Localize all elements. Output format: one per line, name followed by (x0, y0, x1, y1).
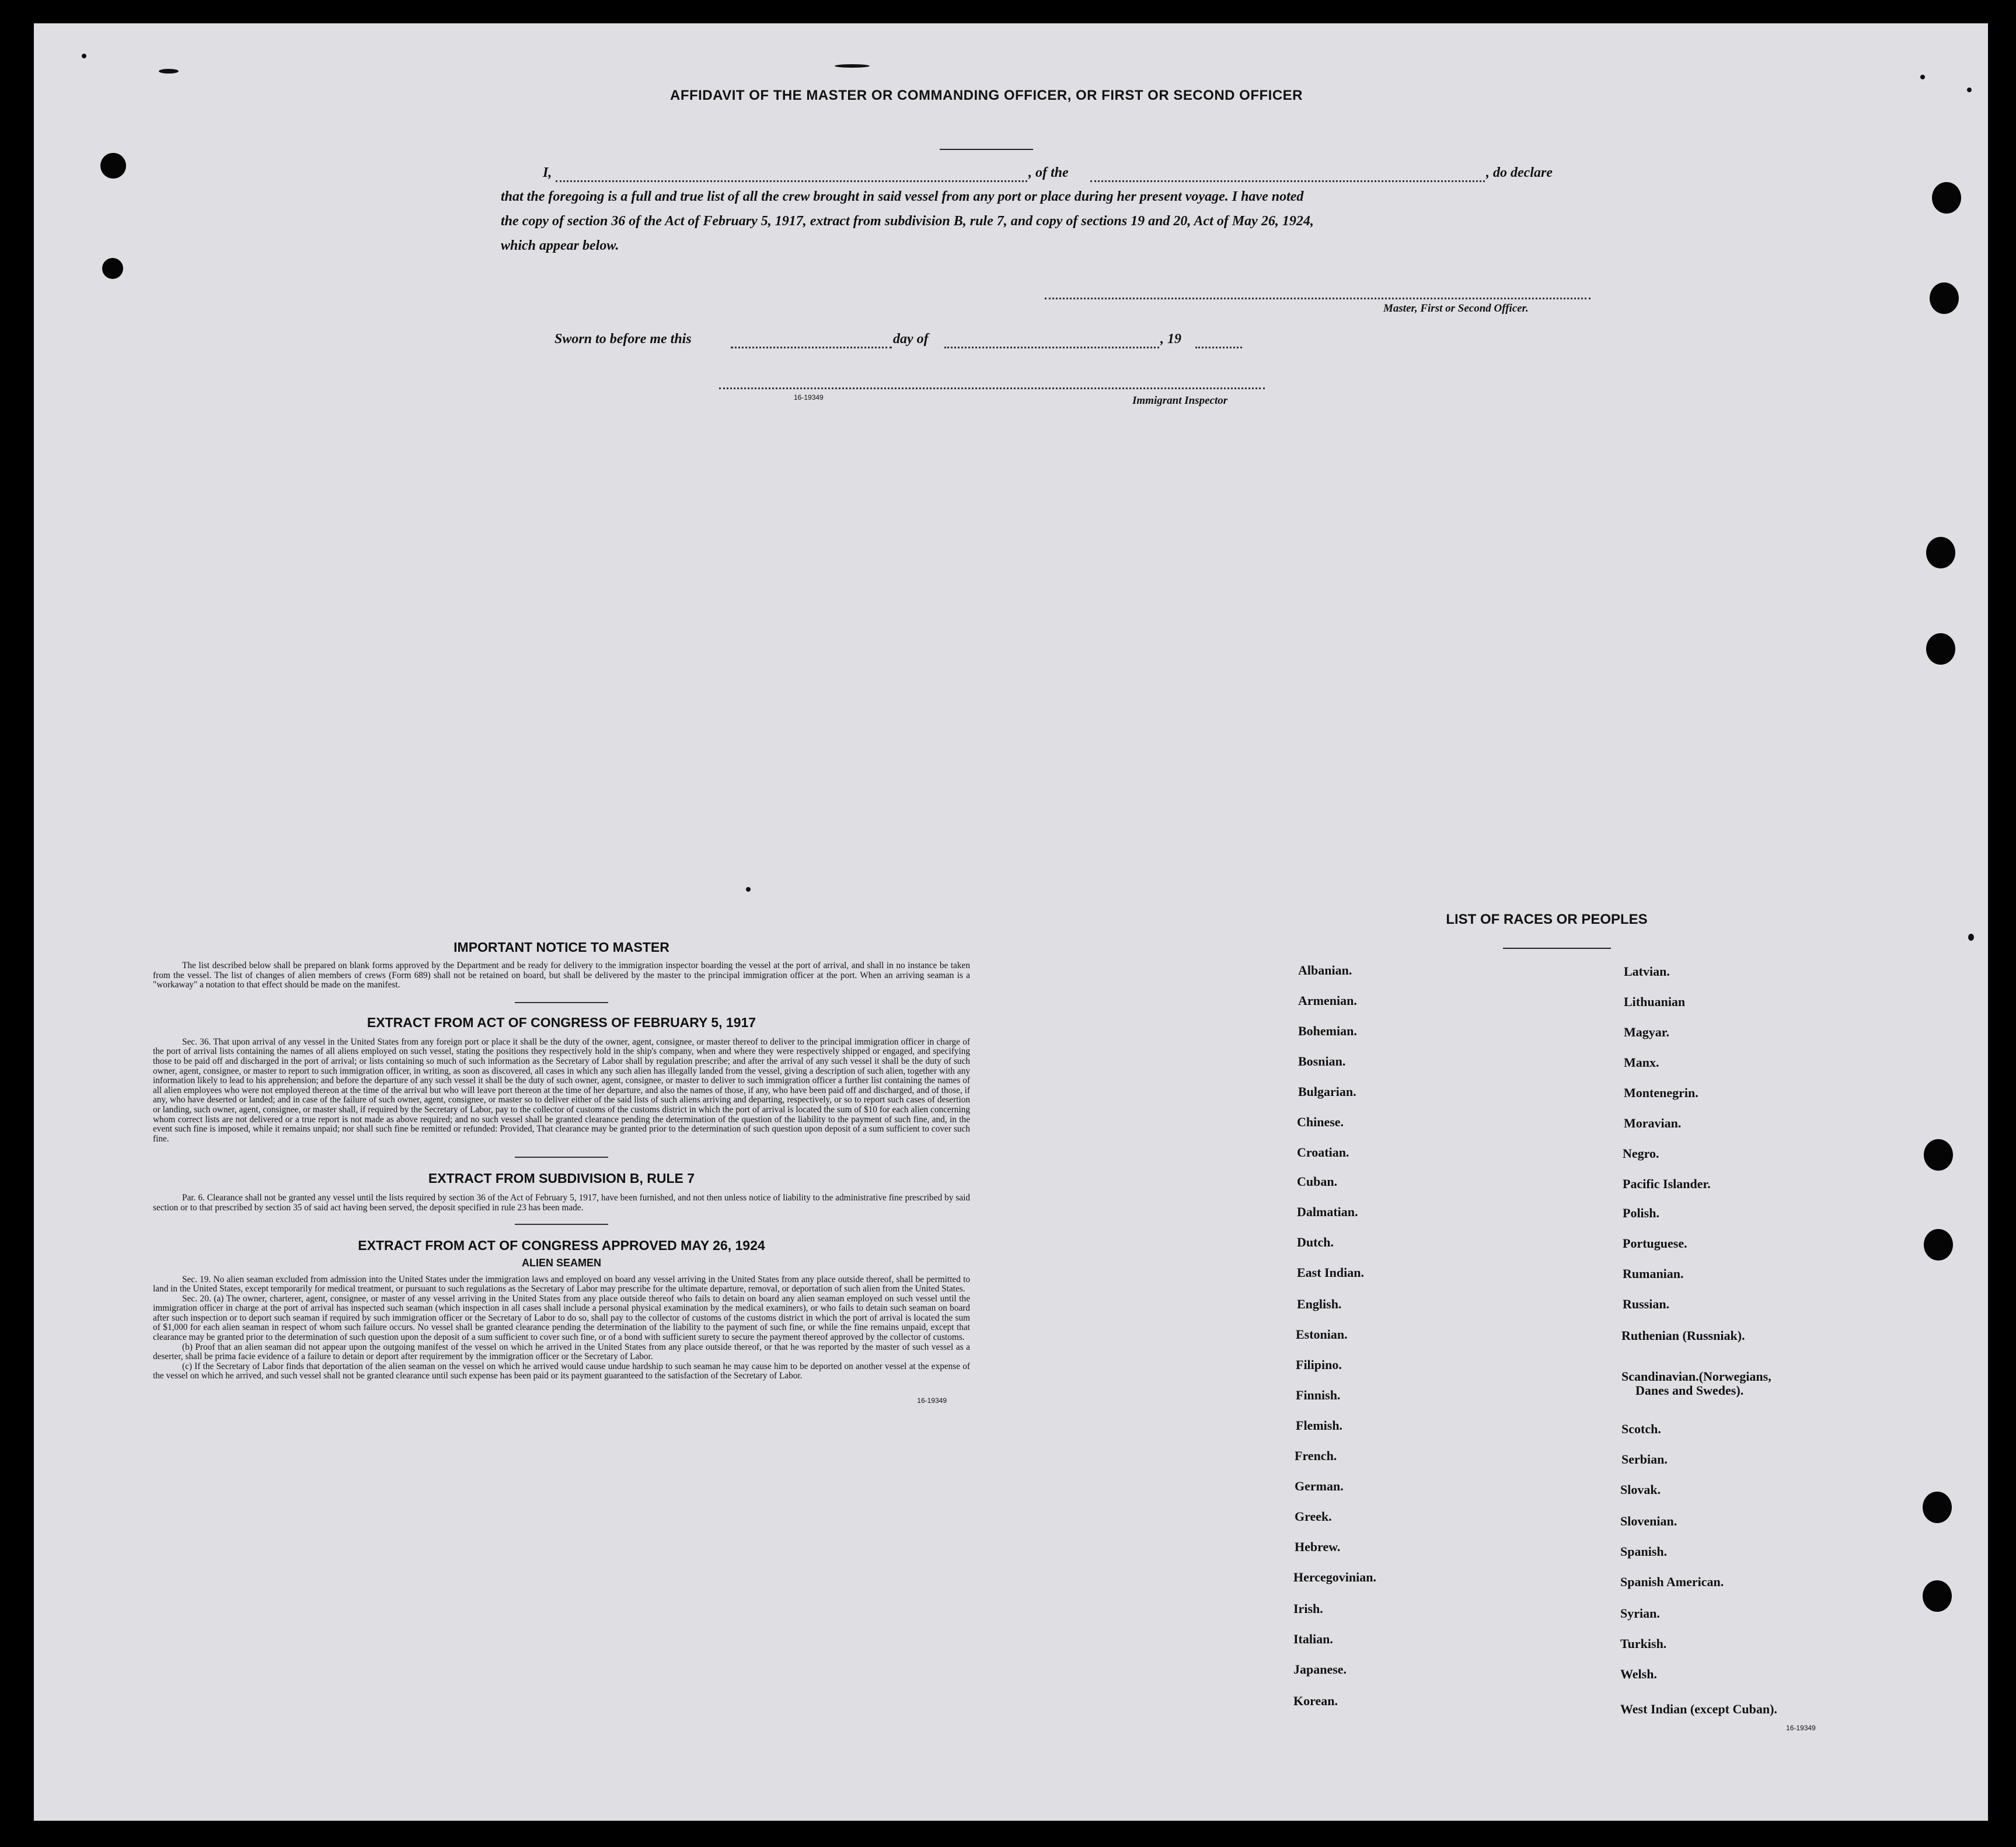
race-item: Bulgarian. (1298, 1084, 1356, 1099)
race-item: Welsh. (1620, 1667, 1657, 1681)
race-item: Moravian. (1624, 1116, 1682, 1130)
race-item: Lithuanian (1624, 994, 1686, 1009)
races-title-underline (1503, 948, 1611, 949)
extract-1917-title: EXTRACT FROM ACT OF CONGRESS OF FEBRUARY 5, 1917 (367, 1014, 756, 1030)
declarant-name-field[interactable] (556, 165, 1027, 182)
ink-speck (1920, 75, 1925, 79)
race-item: Cuban. (1297, 1174, 1338, 1189)
affidavit-form-number: 16-19349 (794, 393, 824, 401)
punch-hole (1930, 282, 1959, 314)
section-20a-text: Sec. 20. (a) The owner, charterer, agent, consignee, or master of any vessel arriving in the United States from any place outside thereof who fails to detain on board any alien seaman employed on such vessel until the immigration officer in charge at the port of arrival has inspected such seaman (which inspection in all cases shall include a personal physical examination by the medical examiners), or who fails to detain such seaman on board after such inspection or to deport such seaman if required by such immigration officer or the Secretary of Labor to do so, shall pay to the collector of customs of the customs district in which the port of arrival is located the sum of $1,000 for each alien seaman in respect of whom such failure occurs. No vessel shall be granted clearance pending the determination of the liability to the payment of such fine, or while the fine remains unpaid, except that clearance may be granted prior to the determination of such question upon the deposit of a sum sufficient to cover such fine, or of a bond with sufficient surety to secure the payment thereof approved by the collector of customs. (153, 1293, 970, 1343)
race-item: Hercegovinian. (1293, 1570, 1376, 1584)
race-item: Magyar. (1624, 1025, 1670, 1039)
race-item: Dutch. (1297, 1235, 1334, 1249)
declaration-line-1 (543, 160, 1608, 185)
alien-seamen-subtitle: ALIEN SEAMEN (521, 1256, 601, 1269)
race-item: Bohemian. (1298, 1024, 1357, 1038)
races-title: LIST OF RACES OR PEOPLES (1446, 912, 1648, 927)
punch-hole (102, 258, 123, 279)
race-item: Chinese. (1297, 1115, 1344, 1129)
ink-speck (746, 887, 751, 892)
race-item: Ruthenian (Russniak). (1621, 1328, 1745, 1343)
punch-hole (1923, 1492, 1952, 1523)
ink-speck (1967, 88, 1972, 92)
notices-column (153, 940, 970, 1405)
sworn-label: Sworn to before me this (554, 331, 692, 347)
race-item: French. (1295, 1448, 1337, 1463)
sworn-line (554, 327, 1272, 351)
race-item: Irish. (1293, 1601, 1323, 1616)
race-item: Hebrew. (1295, 1539, 1341, 1554)
section-divider (515, 1157, 608, 1158)
ink-speck (159, 69, 179, 74)
race-item: Spanish. (1620, 1544, 1668, 1559)
race-item: Russian. (1623, 1297, 1670, 1311)
race-item: Serbian. (1621, 1452, 1668, 1467)
race-item: Bosnian. (1298, 1054, 1346, 1069)
race-item: Montenegrin. (1624, 1085, 1698, 1100)
race-item: Filipino. (1296, 1357, 1342, 1372)
punch-hole (1923, 1580, 1952, 1612)
section-divider (515, 1224, 608, 1225)
race-item: Scotch. (1621, 1422, 1661, 1436)
section-divider (515, 1002, 608, 1003)
race-item: Dalmatian. (1297, 1204, 1358, 1219)
notice-text: The list described below shall be prepared on blank forms approved by the Department and be ready for delivery to the immigration inspector boarding the vessel at the port of arrival, and shall in no instance be taken from the vessel. The list of changes of alien members of crews (Form 689) shall not be retained on board, but shall be delivered by the master to the principal immigration officer at the port. When an arriving seaman is a "workaway" a notation to that effect should be made on the manifest. (153, 961, 970, 990)
race-item: Greek. (1295, 1509, 1332, 1524)
race-item: Negro. (1623, 1146, 1659, 1161)
race-item: East Indian. (1297, 1265, 1364, 1280)
ink-speck (1968, 934, 1974, 941)
race-item: Japanese. (1293, 1662, 1347, 1677)
section-20b-text: (b) Proof that an alien seaman did not appear upon the outgoing manifest of the vessel on which he arrived in the United States from any place outside thereof, or that he was reported by the master of such vessel as a deserter, shall be prima facie evidence of a failure to detain or deport after requirement by the immigration officer or the Secretary of Labor. (153, 1342, 970, 1362)
race-item: Flemish. (1296, 1418, 1343, 1433)
title-underline (940, 149, 1033, 150)
section-19-text: Sec. 19. No alien seaman excluded from admission into the United States under the immigration laws and employed on board any vessel arriving in the United States from any place outside thereof, shall be permitted to land in the United States, except temporarily for medical treatment, or pursuant to such regulations as the Secretary of Labor may prescribe for the ultimate departure, removal, or deportation of such alien from the United States. (153, 1274, 970, 1294)
race-item: Pacific Islander. (1623, 1176, 1711, 1191)
rule-7-title: EXTRACT FROM SUBDIVISION B, RULE 7 (428, 1171, 695, 1186)
race-item: Syrian. (1620, 1606, 1660, 1621)
declaration-do-declare-label: , do declare (1486, 165, 1553, 180)
extract-1917-text: Sec. 36. That upon arrival of any vessel in the United States from any foreign port or place it shall be the duty of the owner, agent, consignee, or master thereof to deliver to the principal immigration officer in charge of the port of arrival lists containing the names of all aliens employed on such vessel, stating the positions they respectively hold in the ship's company, when and where they were respectively shipped or engaged, and specifying those to be paid off and discharged in the port of arrival; or lists containing so much of such information as the Secretary of Labor shall by regulation prescribe; and after the arrival of any such vessel it shall be the duty of such owner, agent, consignee, or master to report to such immigration officer, in writing, as soon as discovered, all cases in which any such alien has illegally landed from the vessel, giving a description of such alien, together with any information likely to lead to his apprehension; and before the departure of any such vessel it shall be the duty of such owner, agent, consignee, or master to deliver to such immigration officer a further list containing the names of all alien employees who were not employed thereon at the time of the arrival but who will leave port thereon at the time of her departure, and also the names of those, if any, who have been paid off and discharged, and of those, if any, who have deserted or landed; and in case of the failure of such owner, agent, consignee, or master so to deliver either of the said lists of such aliens arriving and departing, respectively, or so to report such cases of desertion or landing, such owner, agent, consignee, or master shall, if required by the Secretary of Labor, pay to the collector of customs of the customs district in which the port of arrival is located the sum of $10 for each alien concerning whom correct lists are not delivered or a true report is not made as above required; and no such vessel shall be granted clearance pending the determination of the question of the liability to the payment of such fine, and, in the event such fine is imposed, while it remains unpaid; nor shall such fine be remitted or refunded: Provided, That clearance may be granted prior to the determination of such question upon deposit of a sum sufficient to cover such fine. (153, 1036, 970, 1144)
ink-speck (82, 54, 86, 58)
race-item: Portuguese. (1623, 1236, 1687, 1251)
punch-hole (1926, 537, 1955, 568)
race-item-continuation: Danes and Swedes). (1635, 1383, 1744, 1398)
race-item: Turkish. (1620, 1636, 1667, 1651)
inspector-signature-field[interactable] (719, 372, 1265, 389)
vessel-name-field[interactable] (1090, 165, 1485, 182)
punch-hole (1924, 1139, 1953, 1171)
race-item: Armenian. (1298, 993, 1357, 1008)
race-item: Manx. (1624, 1055, 1659, 1070)
race-item: Spanish American. (1620, 1574, 1724, 1589)
race-item: Slovak. (1620, 1482, 1661, 1497)
declaration-i-label: I, (543, 165, 552, 180)
notice-title: IMPORTANT NOTICE TO MASTER (454, 940, 669, 955)
inspector-label: Immigrant Inspector (1132, 394, 1228, 407)
race-item: Estonian. (1296, 1327, 1348, 1342)
races-form-number: 16-19349 (1786, 1724, 1816, 1732)
sworn-year-field[interactable] (1195, 331, 1242, 348)
sworn-day-of-label: day of (893, 331, 929, 347)
race-item: Latvian. (1624, 964, 1670, 979)
sworn-day-field[interactable] (731, 331, 892, 348)
extract-1924-title: EXTRACT FROM ACT OF CONGRESS APPROVED MAY 26, 1924 (358, 1237, 765, 1253)
race-item: Finnish. (1296, 1388, 1341, 1402)
declaration-of-the-label: , of the (1028, 165, 1069, 180)
affidavit-title: AFFIDAVIT OF THE MASTER OR COMMANDING OFFICER, OR FIRST OR SECOND OFFICER (669, 88, 1303, 103)
punch-hole (100, 153, 126, 179)
race-item: Slovenian. (1620, 1514, 1677, 1528)
sworn-month-field[interactable] (944, 331, 1159, 348)
race-item: Croatian. (1297, 1145, 1349, 1160)
race-item: Polish. (1623, 1206, 1659, 1220)
punch-hole (1932, 182, 1961, 214)
race-item: English. (1297, 1297, 1342, 1311)
punch-hole (1926, 633, 1955, 665)
race-item: Rumanian. (1623, 1266, 1684, 1281)
race-item: Korean. (1293, 1694, 1338, 1708)
notices-form-number: 16-19349 (917, 1396, 947, 1405)
rule-7-text: Par. 6. Clearance shall not be granted any vessel until the lists required by section 36 of the Act of February 5, 1917, have been furnished, and not then unless notice of liability to the administrative fine prescribed by said section or to that prescribed by section 35 of said act having been served, the deposit specified in rule 23 has been made. (153, 1193, 970, 1213)
declaration-line-2: that the foregoing is a full and true list of all the crew brought in said vessel from any port or place during her present voyage. I have noted (501, 189, 1304, 204)
master-signature-label: Master, First or Second Officer. (1383, 302, 1529, 315)
race-item: Albanian. (1298, 963, 1352, 977)
ink-speck (835, 64, 870, 68)
sworn-year-label: , 19 (1160, 331, 1181, 347)
master-signature-field[interactable] (1045, 282, 1591, 299)
declaration-line-4: which appear below. (501, 238, 619, 253)
declaration-line-3: the copy of section 36 of the Act of February 5, 1917, extract from subdivision B, rule 7, and copy of sections 19 and 20, Act of May 26, 1924, (501, 214, 1314, 229)
race-item: Italian. (1293, 1632, 1333, 1646)
race-item: Scandinavian.(Norwegians, (1621, 1369, 1771, 1384)
section-20c-text: (c) If the Secretary of Labor finds that deportation of the alien seaman on the vessel on which he arrived would cause undue hardship to such seaman he may cause him to be deported on another vessel at the expense of the vessel on which he arrived, and such vessel shall not be granted clearance until such expense has been paid or its payment guaranteed to the satisfaction of the Secretary of Labor. (153, 1361, 970, 1381)
punch-hole (1924, 1229, 1953, 1261)
race-item: German. (1295, 1479, 1344, 1493)
race-item: West Indian (except Cuban). (1620, 1702, 1777, 1716)
